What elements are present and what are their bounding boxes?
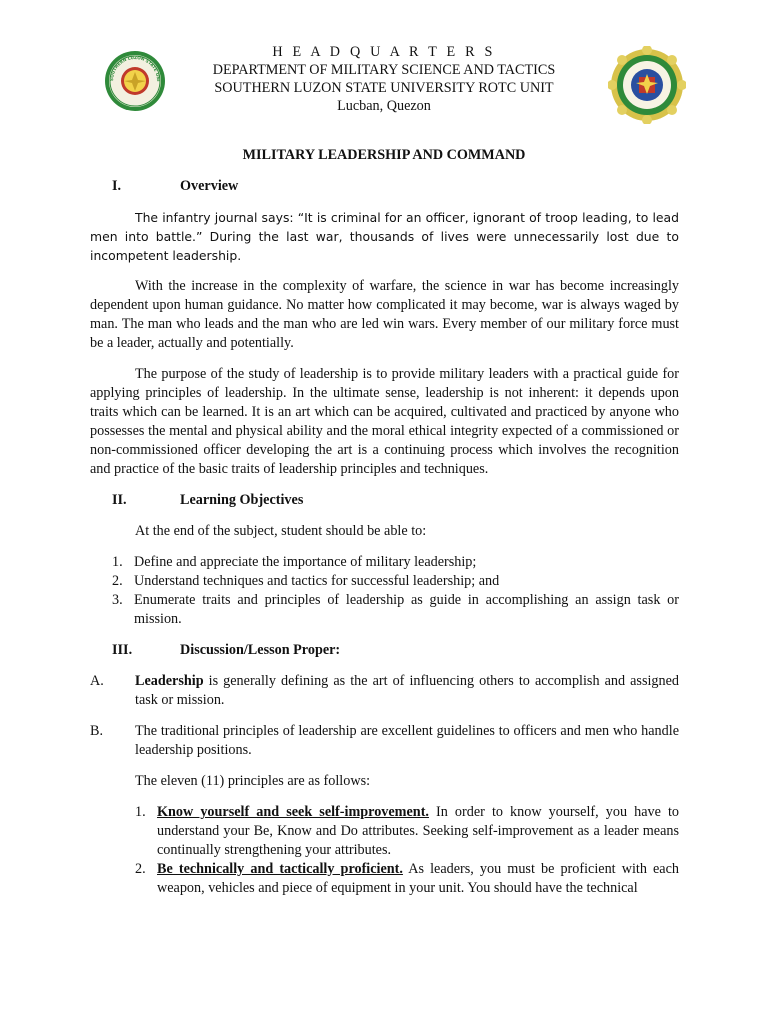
- document-body: [90, 177, 679, 898]
- list-item: [90, 553, 679, 572]
- list-item: [135, 860, 679, 898]
- principle-text: In order to know yourself, you have to understand your Be, Know and Do attributes. Seeking self-improvement as a leader means continually strengthening your attributes.: [157, 804, 680, 858]
- section-title: Overview: [180, 178, 239, 194]
- list-number: 2.: [112, 573, 123, 589]
- section-heading-overview: [90, 177, 679, 196]
- principle-title: Know yourself and seek self-improvement.: [157, 804, 429, 820]
- paragraph: The eleven (11) principles are as follows:: [135, 773, 371, 789]
- location-line: Lucban, Quezon: [337, 98, 431, 114]
- lettered-item-a: [90, 672, 679, 710]
- lettered-item-b: [90, 722, 679, 760]
- headquarters-line: H E A D Q U A R T E R S: [272, 44, 496, 60]
- paragraph: The infantry journal says: “It is criminal for an officer, ignorant of troop leading, to lead men into battle.” During the last war, thousands of lives were unnecessarily lost due to incompetent leadership.: [90, 210, 679, 263]
- paragraph: At the end of the subject, student should be able to:: [135, 523, 427, 539]
- list-text: Understand techniques and tactics for successful leadership; and: [134, 573, 500, 589]
- term-leadership: Leadership: [135, 673, 204, 689]
- list-item: [90, 572, 679, 591]
- section-heading-objectives: [90, 491, 679, 510]
- paragraph: With the increase in the complexity of warfare, the science in war has become increasingly dependent upon human guidance. No matter how complicated it may become, war is always waged by man. The man who leads and the man who are led win wars. Every member of our military force must be a leader, actually and potentially.: [90, 278, 679, 351]
- list-letter: A.: [90, 673, 104, 689]
- list-number: 1.: [135, 804, 146, 820]
- list-letter: B.: [90, 723, 104, 739]
- list-text: [157, 803, 679, 860]
- principle-title: Be technically and tactically proficient.: [157, 861, 403, 877]
- list-text: [135, 672, 679, 710]
- paragraph: The purpose of the study of leadership is to provide military leaders with a practical guide for applying principles of leadership. In the ultimate sense, leadership is not inherent: it depends upon traits which can be learned. It is an art which can be acquired, cultivated and practiced by anyone who possesses the mental and physical ability and the moral ethical integrity expected of a commissioned or non-commissioned officer developing the art is a continuing process which involves the recognition and practice of the basic traits of leadership principles and techniques.: [90, 366, 679, 477]
- section-heading-discussion: [90, 641, 679, 660]
- definition-text: is generally defining as the art of influencing others to accomplish and assigned task or mission.: [135, 673, 679, 708]
- principles-list: [135, 803, 679, 898]
- list-number: 1.: [112, 554, 123, 570]
- list-item: [90, 591, 679, 629]
- objectives-list: [90, 553, 679, 629]
- list-number: 2.: [135, 861, 146, 877]
- university-line: SOUTHERN LUZON STATE UNIVERSITY ROTC UNIT: [214, 80, 554, 96]
- list-text: The traditional principles of leadership are excellent guidelines to officers and men who handle leadership positions.: [135, 723, 679, 758]
- section-number: III.: [112, 642, 133, 658]
- list-number: 3.: [112, 592, 123, 608]
- section-title: Learning Objectives: [180, 492, 304, 508]
- seal-arc-text: SOUTHERN LUZON STATE UNI: [108, 54, 162, 82]
- document-title: MILITARY LEADERSHIP AND COMMAND: [242, 147, 526, 163]
- list-text: Enumerate traits and principles of leadership as guide in accomplishing an assign task or mission.: [134, 592, 679, 627]
- section-title: Discussion/Lesson Proper:: [180, 642, 341, 658]
- section-number: II.: [112, 492, 127, 508]
- principle-text: As leaders, you must be proficient with each weapon, vehicles and piece of equipment in your unit. You should have the technical: [157, 861, 679, 896]
- department-line: DEPARTMENT OF MILITARY SCIENCE AND TACTICS: [212, 62, 556, 78]
- list-text: [157, 860, 679, 898]
- section-number: I.: [112, 178, 122, 194]
- list-item: [135, 803, 679, 860]
- list-text: Define and appreciate the importance of military leadership;: [134, 554, 477, 570]
- letterhead: [0, 43, 768, 115]
